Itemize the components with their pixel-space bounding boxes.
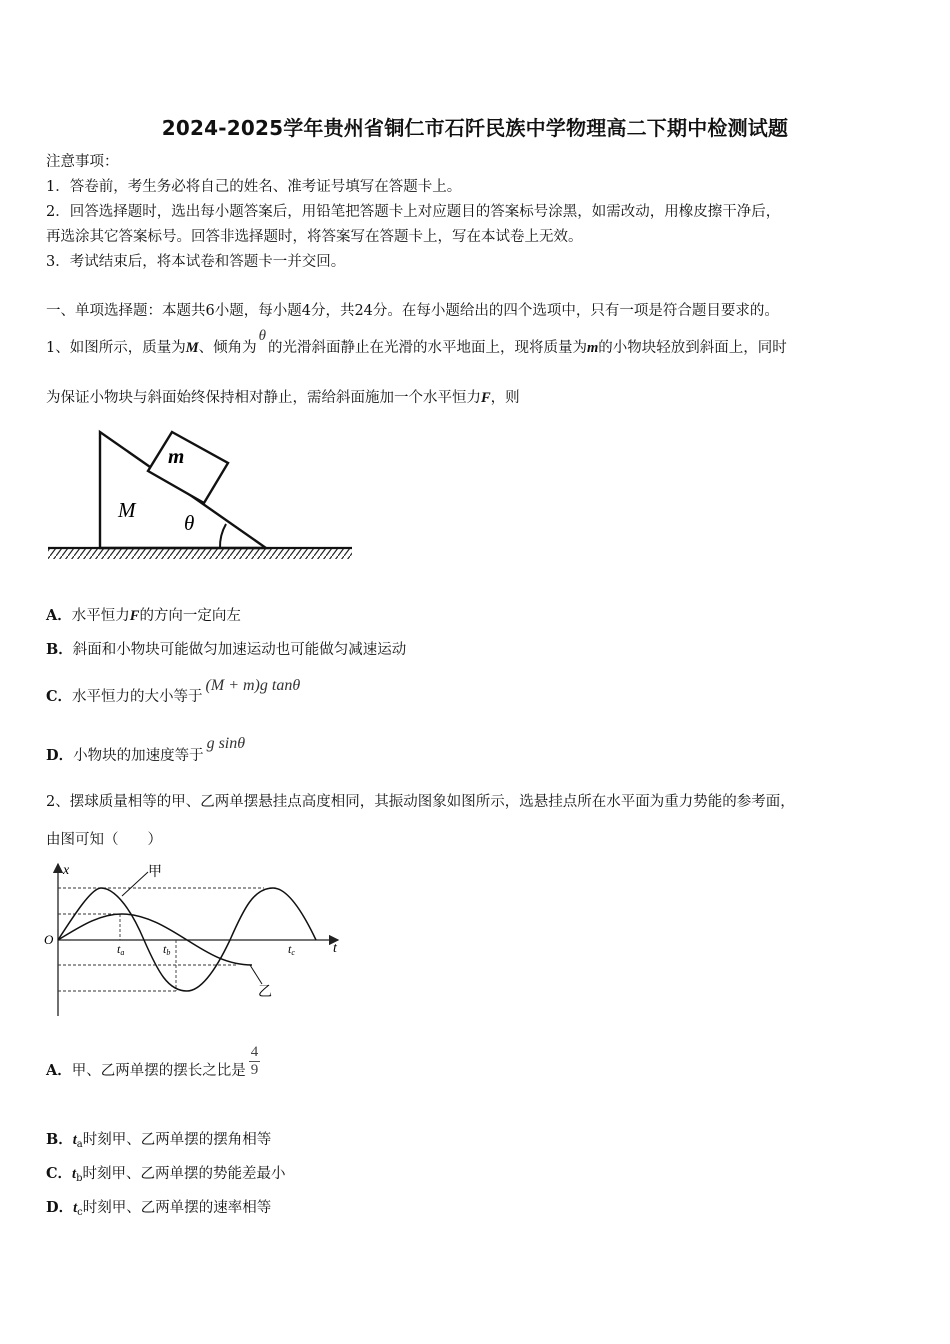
q2-option-b[interactable] <box>46 1130 271 1155</box>
q1-theta: θ <box>258 328 267 344</box>
t-axis-label: t <box>333 941 337 956</box>
option-text: 水平恒力的大小等于 <box>72 689 203 705</box>
q1-text: 的小物块轻放到斜面上，同时 <box>598 340 787 356</box>
option-label: B． <box>46 641 73 658</box>
option-text: 小物块的加速度等于 <box>73 748 204 764</box>
q2-option-d[interactable] <box>46 1198 271 1223</box>
option-text: 水平恒力 <box>71 608 130 624</box>
option-text: 时刻甲、乙两单摆的速率相等 <box>82 1200 272 1216</box>
q2-stem-line2: 由图可知（ ） <box>46 832 162 848</box>
notice-item-3: 3．考试结束后，将本试卷和答题卡一并交回。 <box>46 254 346 270</box>
option-text: 时刻甲、乙两单摆的摆角相等 <box>82 1132 272 1148</box>
q1-option-a[interactable] <box>46 606 241 626</box>
option-sub: a <box>76 1139 83 1150</box>
angle-label: θ <box>184 511 195 535</box>
option-text: 斜面和小物块可能做匀加速运动也可能做匀减速运动 <box>72 642 407 658</box>
section-heading: 一、单项选择题：本题共6小题，每小题4分，共24分。在每小题给出的四个选项中，只有一项是符合题目要求的。 <box>46 303 779 319</box>
option-sub: c <box>77 1207 83 1218</box>
q1-option-b[interactable] <box>46 640 406 660</box>
notice-heading: 注意事项： <box>46 154 119 170</box>
q1-text: 的光滑斜面静止在光滑的水平地面上，现将质量为 <box>268 340 588 356</box>
q2-stem-line1: 2、摆球质量相等的甲、乙两单摆悬挂点高度相同，其振动图象如图所示，选悬挂点所在水平面为重力势能的参考面， <box>46 794 795 810</box>
option-label: C． <box>46 688 73 705</box>
option-label: C． <box>46 1165 73 1182</box>
option-var-t: t <box>72 1132 77 1148</box>
yi-leader <box>250 965 262 984</box>
notice-item-2: 2．回答选择题时，选出每小题答案后，用铅笔把答题卡上对应题目的答案标号涂黑，如需改动，用橡皮擦干净后， <box>46 204 781 220</box>
small-block <box>148 432 228 503</box>
tc-label: tc <box>288 942 295 957</box>
q1-text: ，则 <box>490 390 520 406</box>
q1-var-m: m <box>587 340 599 356</box>
q1-text: 1、如图所示，质量为 <box>46 340 186 356</box>
q1-text: 为保证小物块与斜面始终保持相对静止，需给斜面施加一个水平恒力 <box>46 390 481 406</box>
option-var-t: t <box>73 1200 78 1216</box>
incline-figure <box>44 428 356 562</box>
vibration-graph <box>40 858 350 1020</box>
option-var-F: F <box>129 608 140 624</box>
origin-label: O <box>44 932 54 947</box>
q2-option-a[interactable] <box>46 1043 260 1092</box>
option-label: D． <box>46 1199 74 1216</box>
option-label: A． <box>46 1062 72 1079</box>
q1-option-c[interactable] <box>46 677 301 707</box>
option-label: A． <box>46 607 72 624</box>
notice-item-1: 1．答卷前，考生务必将自己的姓名、准考证号填写在答题卡上。 <box>46 179 462 195</box>
x-axis-label: x <box>63 863 70 878</box>
option-text: 甲、乙两单摆的摆长之比是 <box>71 1063 246 1079</box>
angle-arc <box>220 524 226 548</box>
option-text: 时刻甲、乙两单摆的势能差最小 <box>82 1166 286 1182</box>
option-var-t: t <box>72 1166 77 1182</box>
ta-label: ta <box>117 942 125 957</box>
tb-label: tb <box>163 942 171 957</box>
option-label: D． <box>46 747 74 764</box>
q1-text: 、倾角为 <box>198 340 257 356</box>
curve-yi-label: 乙 <box>258 984 272 1000</box>
incline-label: M <box>118 498 136 522</box>
q1-var-M: M <box>185 340 199 356</box>
option-label: B． <box>46 1131 73 1148</box>
jia-leader <box>122 872 148 896</box>
option-sub: b <box>76 1173 83 1184</box>
curve-jia-label: 甲 <box>148 864 162 880</box>
block-label: m <box>168 444 185 468</box>
option-text: 的方向一定向左 <box>139 608 241 624</box>
q1-stem-line1 <box>46 328 787 358</box>
q1-option-d[interactable] <box>46 735 246 766</box>
q1-var-F: F <box>481 390 491 406</box>
page-title: 2024-2025学年贵州省铜仁市石阡民族中学物理高二下期中检测试题 <box>161 116 789 140</box>
notice-item-2-cont: 再选涂其它答案标号。回答非选择题时，将答案写在答题卡上，写在本试卷上无效。 <box>46 229 583 245</box>
length-ratio-fraction: $\frac{4}{9}$ <box>250 1043 259 1078</box>
option-d-formula: g sinθ <box>206 735 246 752</box>
q1-stem-line2 <box>46 388 520 408</box>
ground-hatching <box>48 548 352 559</box>
q2-option-c[interactable] <box>46 1164 285 1189</box>
option-c-formula: (M + m)g tanθ <box>205 677 301 694</box>
